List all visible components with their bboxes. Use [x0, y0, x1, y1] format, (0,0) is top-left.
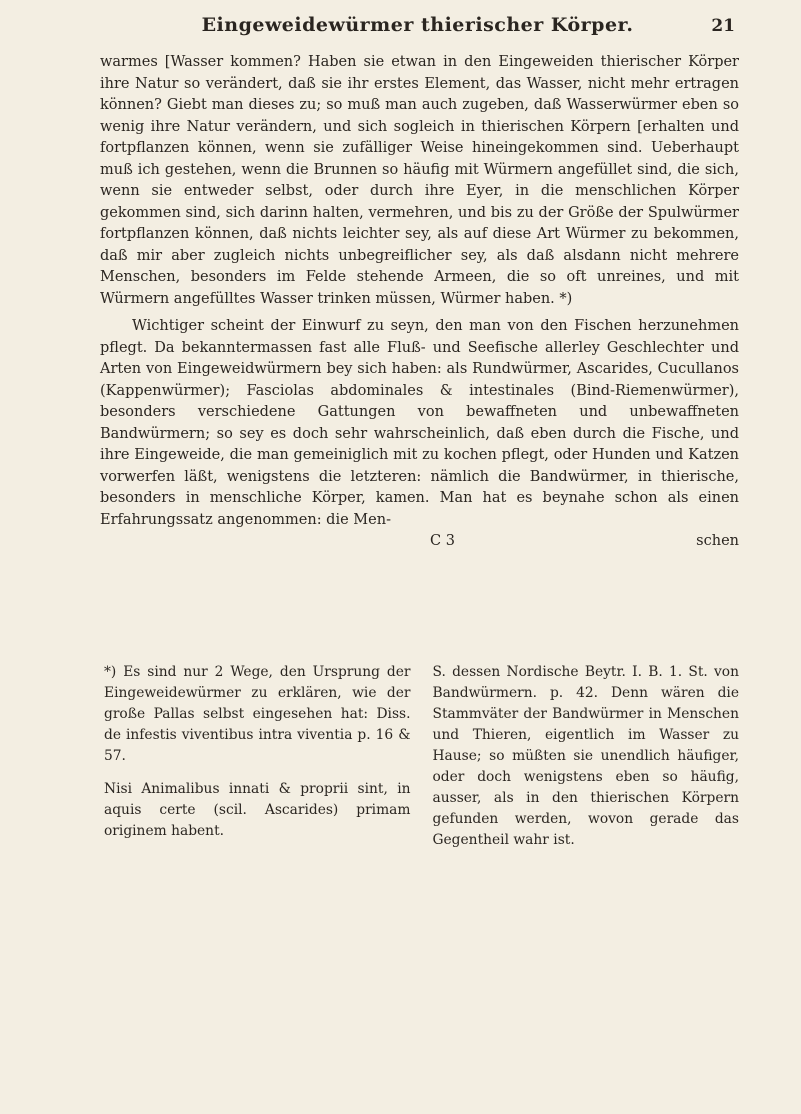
- paragraph-2: Wichtiger scheint der Einwurf zu seyn, den man von den Fischen herzunehmen pflegt. Da bekanntermassen fast alle Fluß- und Seefische allerley Geschlechter und Arten von Eingeweidwürmern bey sich haben: als Rundwürmer, Ascarides, Cucullanos (Kappenwürmer); Fasciolas abdominales & intestinales (Bind-Riemenwürmer), besonders verschiedene Gattungen von bewaffneten und unbewaffneten Bandwürmern; so sey es doch sehr wahrscheinlich, daß eben durch die Fische, und ihre Eingeweide, die man gemeiniglich mit zu kochen pflegt, oder Hunden und Katzen vorwerfen läßt, wenigstens die letzteren: nämlich die Bandwürmer, in thierische, besonders in menschliche Körper, kamen. Man hat es beynahe schon als einen Erfahrungssatz angenommen: die Men-: [100, 318, 739, 528]
- footnote-latin-quote: Nisi Animalibus innati & proprii sint, in aquis certe (scil. Ascarides) primam originem habent.: [104, 781, 411, 839]
- footnote-text: *) Es sind nur 2 Wege, den Ursprung der Eingeweidewürmer zu erklären, wie der große Pallas selbst eingesehen hat: Diss. de infestis viventibus intra viventia p. 16 & 57.: [104, 664, 411, 764]
- printer-signature: C 3: [430, 533, 455, 549]
- running-header: [100, 14, 735, 48]
- signature-line: [100, 531, 739, 553]
- footnote-column-left: [104, 662, 411, 851]
- main-text: [100, 52, 739, 553]
- footnote-column-right: [433, 662, 740, 851]
- footnote-continuation: S. dessen Nordische Beytr. I. B. 1. St. von Bandwürmern. p. 42. Denn wären die Stammväter der Bandwürmer in Menschen und Thieren, eigentlich im Wasser zu Hause; so müßten sie unendlich häufiger, oder doch wenigstens eben so häufig, ausser, als in den thierischen Körpern gefunden werden, wovon gerade das Gegentheil wahr ist.: [432, 664, 739, 848]
- catchword: schen: [696, 533, 739, 549]
- page-number: 21: [711, 16, 735, 36]
- paragraph-1: warmes [Wasser kommen? Haben sie etwan in den Eingeweiden thierischer Körper ihre Natur so verändert, daß sie ihr erstes Element, das Wasser, nicht mehr ertragen können? Giebt man dieses zu; so muß man auch zugeben, daß Wasserwürmer eben so wenig ihre Natur verändern, und sich sogleich in thierischen Körpern [erhalten und fortpflanzen können, wenn sie zufälliger Weise hineingekommen sind. Ueberhaupt muß ich gestehen, wenn die Brunnen so häufig mit Würmern angefüllet sind, die sich, wenn sie entweder selbst, oder durch ihre Eyer, in die menschlichen Körper gekommen sind, sich darinn halten, vermehren, und bis zu der Größe der Spulwürmer fortpflanzen können, daß nichts leichter sey, als auf diese Art Würmer zu bekommen, daß mir aber zugleich nichts unbegreiflicher sey, als daß alsdann nicht mehrere Menschen, besonders im Felde stehende Armeen, die so oft unreines, und mit Würmern angefülltes Wasser trinken müssen, Würmer haben. *): [100, 54, 739, 307]
- footnotes: [104, 662, 739, 851]
- running-title: Eingeweidewürmer thierischer Körper.: [201, 14, 634, 36]
